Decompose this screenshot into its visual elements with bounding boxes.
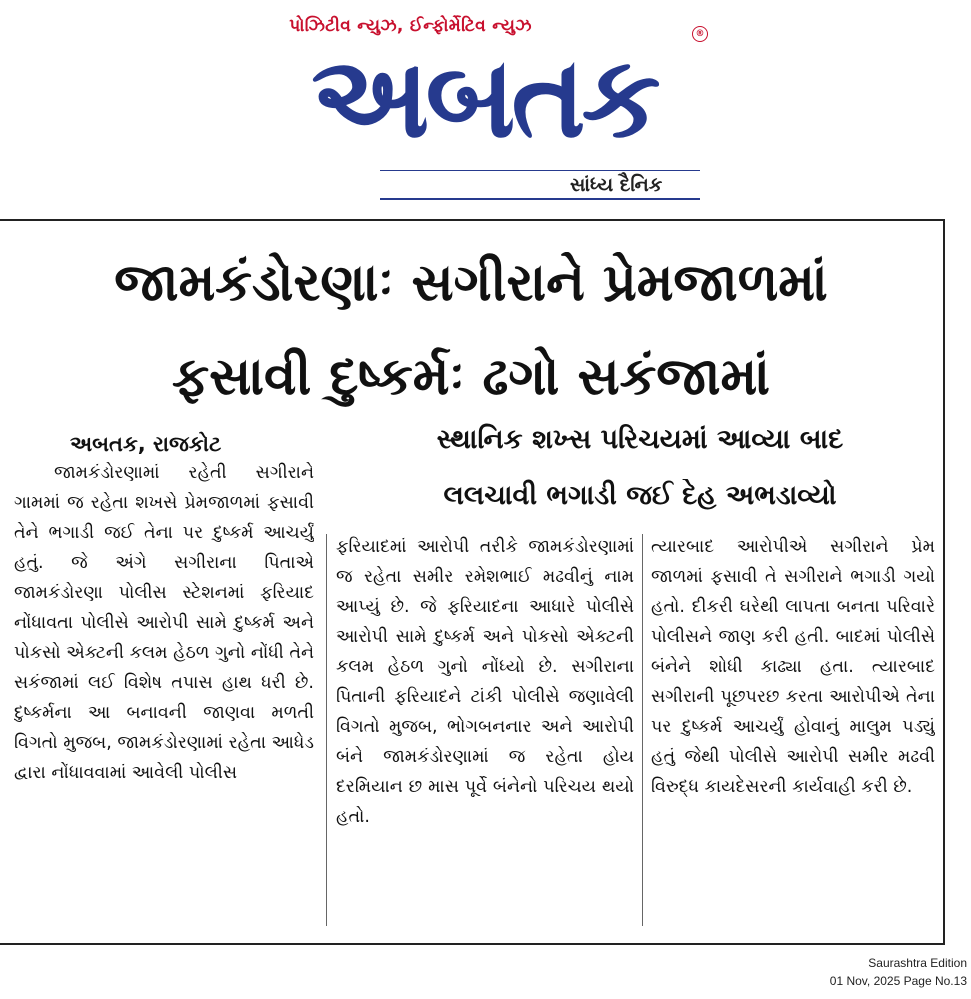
brand-underline (380, 198, 700, 200)
masthead-subtitle: સાંધ્ય દૈનિક (570, 174, 663, 196)
masthead-tagline: પોઝિટીવ ન્યુઝ, ઈન્ફોર્મેટિવ ન્યુઝ (289, 16, 532, 36)
masthead-tagline-row (0, 16, 971, 36)
column-divider-2 (642, 534, 643, 926)
subhead-line1: સ્થાનિક શખ્સ પરિચયમાં આવ્યા બાદ (436, 424, 844, 455)
column-3-text: ત્યારબાદ આરોપીએ સગીરાને પ્રેમ જાળમાં ફસાવી તે સગીરાને ભગાડી ગયો હતો. દીકરી ઘરેથી લાપતા બનતા પરિવારે પોલીસને જાણ કરી હતી. બાદમાં પોલીસે બંનેને શોધી કાઢ્યા હતા. ત્યારબાદ સગીરાની પૂછપરછ કરતા આરોપીએ તેના પર દુષ્કર્મ આચર્યું હોવાનું માલુમ પડ્યું હતું જેથી પોલીસે આરોપી સમીર મઢવી વિરુદ્ધ કાયદેસરની કાર્યવાહી કરી છે. (651, 537, 935, 797)
subhead-line2: લલચાવી ભગાડી જઈ દેહ અભડાવ્યો (443, 480, 837, 511)
column-divider-1 (326, 534, 327, 926)
brand-logo: અબતક (311, 38, 657, 158)
column-2-text: ફરિયાદમાં આરોપી તરીકે જામકંડોરણામાં જ રહેતા સમીર રમેશભાઈ મઢવીનું નામ આપ્યું છે. જે ફરિયાદના આધારે પોલીસે આરોપી સામે દુષ્કર્મ અને પોકસો એક્ટની કલમ હેઠળ ગુનો નોંધ્યો છે. સગીરાના પિતાની ફરિયાદને ટાંકી પોલીસે જણાવેલી વિગતો મુજબ, ભોગબનનાર અને આરોપી બંને જામકંડોરણામાં જ રહેતા હોય દરમિયાન છ માસ પૂર્વે બંનેનો પરિચય થયો હતો. (336, 537, 634, 827)
article-column-1 (14, 458, 314, 934)
dateline: અબતક, રાજકોટ (70, 432, 222, 456)
masthead (0, 0, 971, 212)
edition-name: Saurashtra Edition (868, 956, 967, 970)
headline-line1: જામકંડોરણાઃ સગીરાને પ્રેમજાળમાં (114, 253, 828, 313)
brand-rule (380, 170, 700, 171)
edition-date-page: 01 Nov, 2025 Page No.13 (829, 974, 967, 988)
article-column-2 (336, 532, 634, 934)
registered-mark: ® (692, 26, 708, 42)
headline-line2: ફસાવી દુષ્કર્મઃ ઢગો સકંજામાં (171, 347, 771, 407)
edition-footer (830, 954, 967, 990)
column-1-text: જામકંડોરણામાં રહેતી સગીરાને ગામમાં જ રહેતા શખસે પ્રેમજાળમાં ફસાવી તેને ભગાડી જઈ તેના પર દુષ્કર્મ આચર્યું હતું. જે અંગે સગીરાના પિતાએ જામકંડોરણા પોલીસ સ્ટેશનમાં ફરિયાદ નોંધાવતા પોલીસે આરોપી સામે દુષ્કર્મ અને પોકસો એક્ટની કલમ હેઠળ ગુનો નોંધી તેને સકંજામાં લઈ વિશેષ તપાસ હાથ ધરી છે. દુષ્કર્મના આ બનાવની જાણવા મળતી વિગતો મુજબ, જામકંડોરણામાં રહેતા આધેડ દ્વારા નોંધાવવામાં આવેલી પોલીસ (14, 463, 314, 783)
article-column-3 (651, 532, 935, 934)
